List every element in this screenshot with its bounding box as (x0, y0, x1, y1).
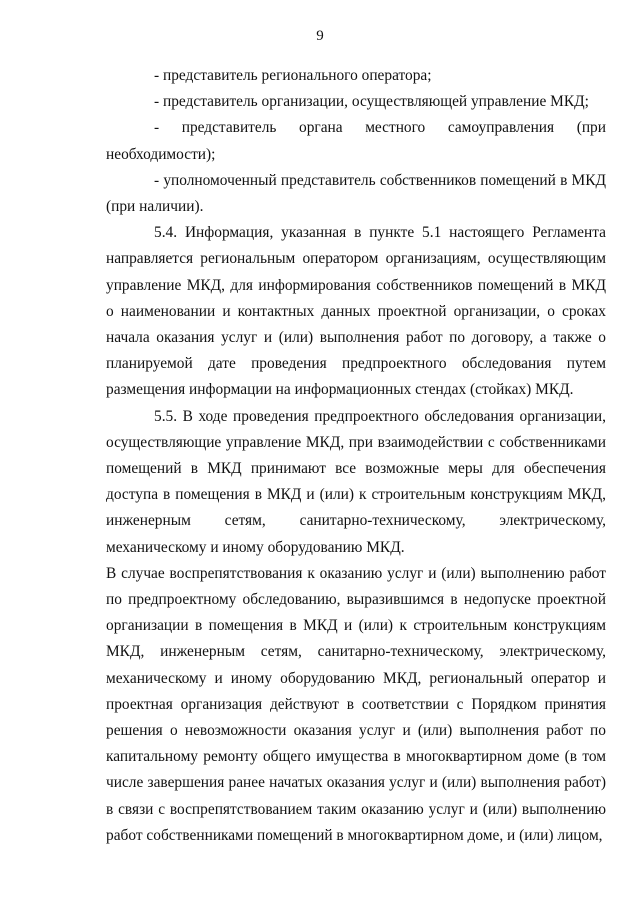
document-body (106, 63, 606, 849)
paragraph-5-5: 5.5. В ходе проведения предпроектного обследования организации, осуществляющие управление МКД, при взаимодействии с собственниками помещений в МКД принимают все возможные меры для обеспечения доступа в помещения в МКД и (или) к строительным конструкциям МКД, инженерным сетям, санитарно-техническому, электрическому, механическому и иному оборудованию МКД. (106, 407, 606, 556)
page-number: 9 (316, 28, 324, 44)
list-item-management-organization: - представитель организации, осуществляющей управление МКД; (154, 93, 589, 111)
list-item-owners-representative: - уполномоченный представитель собственников помещений в МКД (при наличии). (106, 171, 606, 216)
list-item-regional-operator: - представитель регионального оператора; (154, 67, 432, 84)
paragraph-obstruction: В случае воспрепятствования к оказанию услуг и (или) выполнению работ по предпроектному обследованию, выразившимся в недопуске проектной организации в помещения в МКД и (или) к строительным конструкциям МКД, инженерным сетям, санитарно-техническому, электрическому, механическому и иному оборудованию МКД, региональный оператор и проектная организация действуют в соответствии с Порядком принятия решения о невозможности оказания услуг и (или) выполнения работ по капитальному ремонту общего имущества в многоквартирном доме (в том числе завершения ранее начатых оказания услуг и (или) выполнения работ) в связи с воспрепятствованием таким оказанию услуг и (или) выполнению работ собственниками помещений в многоквартирном доме, и (или) лицом, (106, 564, 606, 844)
paragraph-5-4: 5.4. Информация, указанная в пункте 5.1 настоящего Регламента направляется региональным оператором организациям, осуществляющим управление МКД, для информирования собственников помещений в МКД о наименовании и контактных данных проектной организации, о сроках начала оказания услуг и (или) выполнения работ по договору, а также о планируемой дате проведения предпроектного обследования путем размещения информации на информационных стендах (стойках) МКД. (106, 224, 606, 399)
list-item-local-government: - представитель органа местного самоуправления (при необходимости); (106, 119, 606, 163)
